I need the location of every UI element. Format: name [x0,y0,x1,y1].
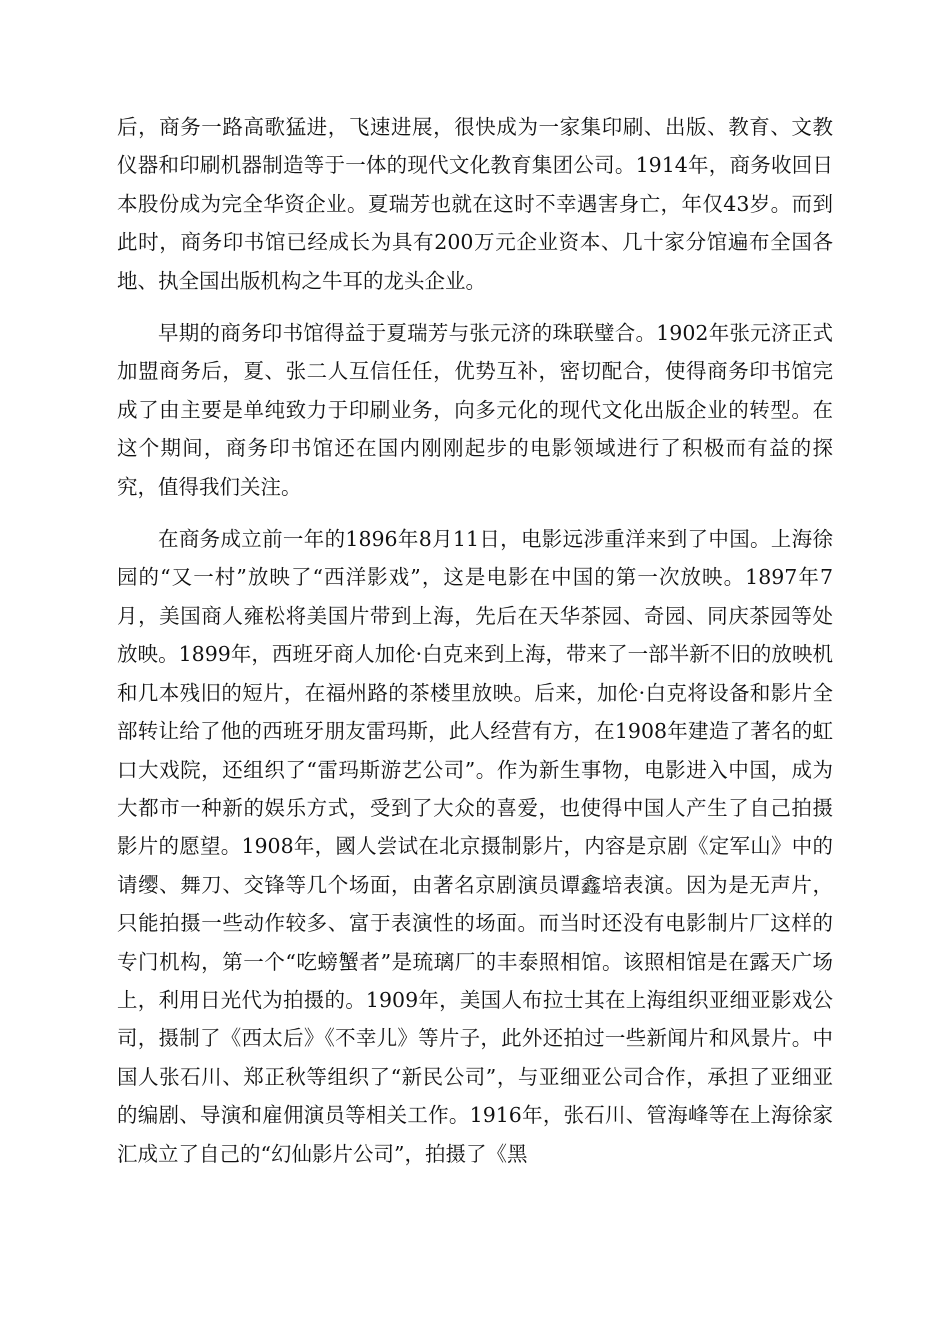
paragraph-commercial-press-partnership: 早期的商务印书馆得益于夏瑞芳与张元济的珠联璧合。1902年张元济正式加盟商务后，夏、张二人互信任任，优势互补，密切配合，使得商务印书馆完成了由主要是单纯致力于印刷业务，向多元化的现代文化出版企业的转型。在这个期间，商务印书馆还在国内刚刚起步的电影领域进行了积极而有益的探究，值得我们关注。 [117,321,833,499]
paragraph-continuation: 后，商务一路高歌猛进，飞速进展，很快成为一家集印刷、出版、教育、文教仪器和印刷机器制造等于一体的现代文化教育集团公司。1914年，商务收回日本股份成为完全华资企业。夏瑞芳也就在这时不幸遇害身亡，年仅43岁。而到此时，商务印书馆已经成长为具有200万元企业资本、几十家分馆遍布全国各地、执全国出版机构之牛耳的龙头企业。 [117,115,833,293]
document-body [117,108,833,1173]
paragraph-film-history: 在商务成立前一年的1896年8月11日，电影远涉重洋来到了中国。上海徐园的“又一村”放映了“西洋影戏”，这是电影在中国的第一次放映。1897年7月，美国商人雍松将美国片带到上海，先后在天华茶园、奇园、同庆茶园等处放映。1899年，西班牙商人加伦·白克来到上海，带来了一部半新不旧的放映机和几本残旧的短片，在福州路的茶楼里放映。后来，加伦·白克将设备和影片全部转让给了他的西班牙朋友雷玛斯，此人经营有方，在1908年建造了著名的虹口大戏院，还组织了“雷玛斯游艺公司”。作为新生事物，电影进入中国，成为大都市一种新的娱乐方式，受到了大众的喜爱，也使得中国人产生了自己拍摄影片的愿望。1908年，國人尝试在北京摄制影片，内容是京剧《定军山》中的请缨、舞刀、交锋等几个场面，由著名京剧演员谭鑫培表演。因为是无声片，只能拍摄一些动作较多、富于表演性的场面。而当时还没有电影制片厂这样的专门机构，第一个“吃螃蟹者”是琉璃厂的丰泰照相馆。该照相馆是在露天广场上，利用日光代为拍摄的。1909年，美国人布拉士其在上海组织亚细亚影戏公司，摄制了《西太后》《不幸儿》等片子，此外还拍过一些新闻片和风景片。中国人张石川、郑正秋等组织了“新民公司”，与亚细亚公司合作，承担了亚细亚的编剧、导演和雇佣演员等相关工作。1916年，张石川、管海峰等在上海徐家汇成立了自己的“幻仙影片公司”，拍摄了《黑 [117,527,833,1166]
